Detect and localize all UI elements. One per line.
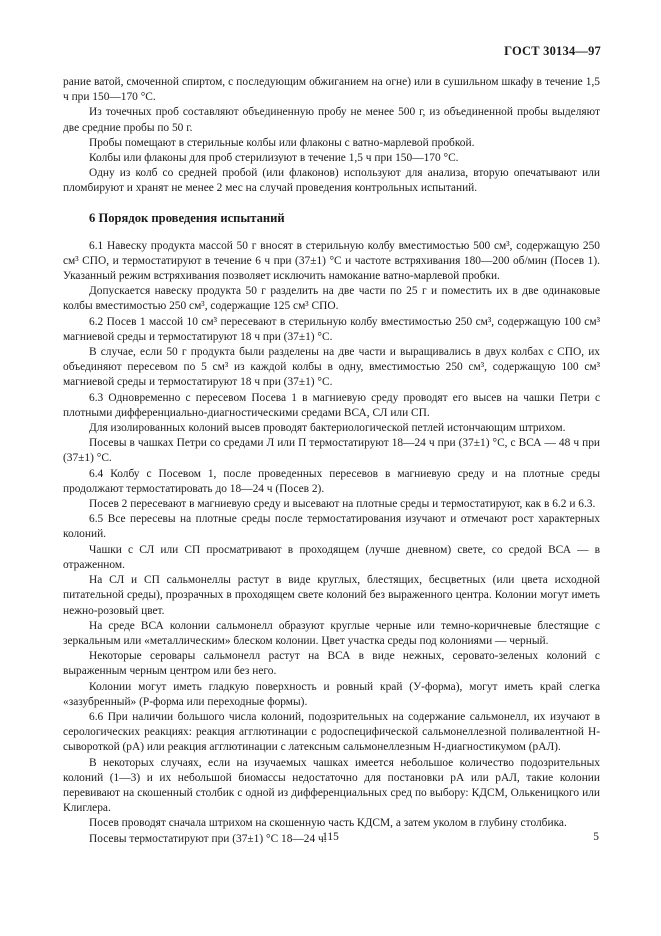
paragraph: 6.5 Все пересевы на плотные среды после термостатирования изучают и отмечают рост характерных колоний. — [63, 513, 600, 541]
paragraph: В случае, если 50 г продукта были разделены на две части и выращивались в двух колбах с СПО, их объединяют пересевом по 5 см³ из каждой колбы в одну, вместимостью 250 см³, содержащую 100 см³ магниевой среды и термостатируют 18 ч при (37±1) °С. — [63, 346, 600, 389]
paragraph: Посевы в чашках Петри со средами Л или П термостатируют 18—24 ч при (37±1) °С, с ВСА — 48 ч при (37±1) °С. — [63, 437, 600, 465]
paragraph: Посев проводят сначала штрихом на скошенную часть КДСМ, а затем уколом в глубину столбика. — [89, 817, 567, 830]
paragraph: В некоторых случаях, если на изучаемых чашках имеется небольшое количество подозрительных колоний (1—3) и их небольшой биомассы недостаточно для постановки рА или рАЛ, такие колонии перевивают на скошенный столбик с одной из дифференциальных сред по выбору: КДСМ, Олькеницкого или Клиглера. — [63, 756, 600, 815]
paragraph: рание ватой, смоченной спиртом, с последующим обжиганием на огне) или в сушильном шкафу в течение 1,5 ч при 150—170 °С. — [63, 76, 600, 104]
paragraph: Допускается навеску продукта 50 г разделить на две части по 25 г и поместить их в две одинаковые колбы вместимостью 250 см³, содержащие 125 см³ СПО. — [63, 285, 600, 313]
side-page-number: 5 — [593, 831, 599, 843]
paragraph: Посев 2 пересевают в магниевую среду и высевают на плотные среды и термостатируют, как в 6.2 и 6.3. — [89, 498, 596, 511]
paragraph: Колонии могут иметь гладкую поверхность и ровный край (У-форма), могут иметь край слегка «зазубренный» (Р-форма или переходные формы). — [63, 680, 600, 708]
paragraph: 6.4 Колбу с Посевом 1, после проведенных пересевов в магниевую среду и на плотные среды продолжают термостатировать до 18—24 ч (Посев 2). — [63, 467, 600, 495]
paragraph: Из точечных проб составляют объединенную пробу не менее 500 г, из объединенной пробы выделяют две средние пробы по 50 г. — [63, 106, 600, 134]
paragraph: Одну из колб со средней пробой (или флаконов) используют для анализа, вторую опечатывают или пломбируют и хранят не менее 2 мес на случай проведения контрольных испытаний. — [63, 167, 600, 195]
paragraph: Посевы термостатируют при (37±1) °С 18—24 ч. — [89, 832, 327, 845]
paragraph: Чашки с СЛ или СП просматривают в проходящем (лучше дневном) свете, со средой ВСА — в отраженном. — [63, 543, 600, 571]
paragraph: На среде ВСА колонии сальмонелл образуют круглые черные или темно-коричневые блестящие с зеркальным или «металлическим» блеском колонии. Цвет участка среды под колониями — черный. — [63, 619, 600, 647]
section-heading: 6 Порядок проведения испытаний — [89, 210, 285, 225]
paragraph: 6.6 При наличии большого числа колоний, подозрительных на содержание сальмонелл, их изучают в серологических реакциях: реакция агглютинации с родоспецифической сальмонеллезной поливалентной Н-сывороткой (рА) или реакция агглютинации с латексным сальмонеллезным Н-диагностикумом (рАЛ). — [63, 710, 600, 754]
document-body — [63, 75, 600, 847]
paragraph: 6.1 Навеску продукта массой 50 г вносят в стерильную колбу вместимостью 500 см³, содержащую 250 см³ СПО, и термостатируют в течение 6 ч при (37±1) °С и частоте встряхивания 180—200 об/мин (Посев 1). Указанный режим встряхивания позволяет исключить намокание ватно-марлевой пробки. — [63, 239, 600, 283]
paragraph: Пробы помещают в стерильные колбы или флаконы с ватно-марлевой пробкой. — [89, 136, 475, 149]
paragraph: На СЛ и СП сальмонеллы растут в виде круглых, блестящих, бесцветных (или цвета исходной питательной среды), прозрачных в проходящем свете колоний без выраженного центра. Колонии могут иметь нежно-розовый цвет. — [63, 574, 600, 617]
paragraph: 6.2 Посев 1 массой 10 см³ пересевают в стерильную колбу вместимостью 250 см³, содержащую 100 см³ магниевой среды и термостатируют 18 ч при (37±1) °С. — [63, 315, 600, 343]
paragraph: Колбы или флаконы для проб стерилизуют в течение 1,5 ч при 150—170 °С. — [89, 152, 459, 165]
paragraph: Некоторые серовары сальмонелл растут на ВСА в виде нежных, серовато-зеленых колоний с выраженным черным центром или без него. — [63, 650, 600, 678]
standard-code-header: ГОСТ 30134—97 — [504, 44, 601, 58]
page-number: 115 — [322, 831, 339, 843]
paragraph: Для изолированных колоний высев проводят бактериологической петлей истончающим штрихом. — [89, 422, 566, 435]
paragraph: 6.3 Одновременно с пересевом Посева 1 в магниевую среду проводят его высев на чашки Петри с плотными дифференциально-диагностическими средами ВСА, СЛ или СП. — [63, 391, 600, 419]
